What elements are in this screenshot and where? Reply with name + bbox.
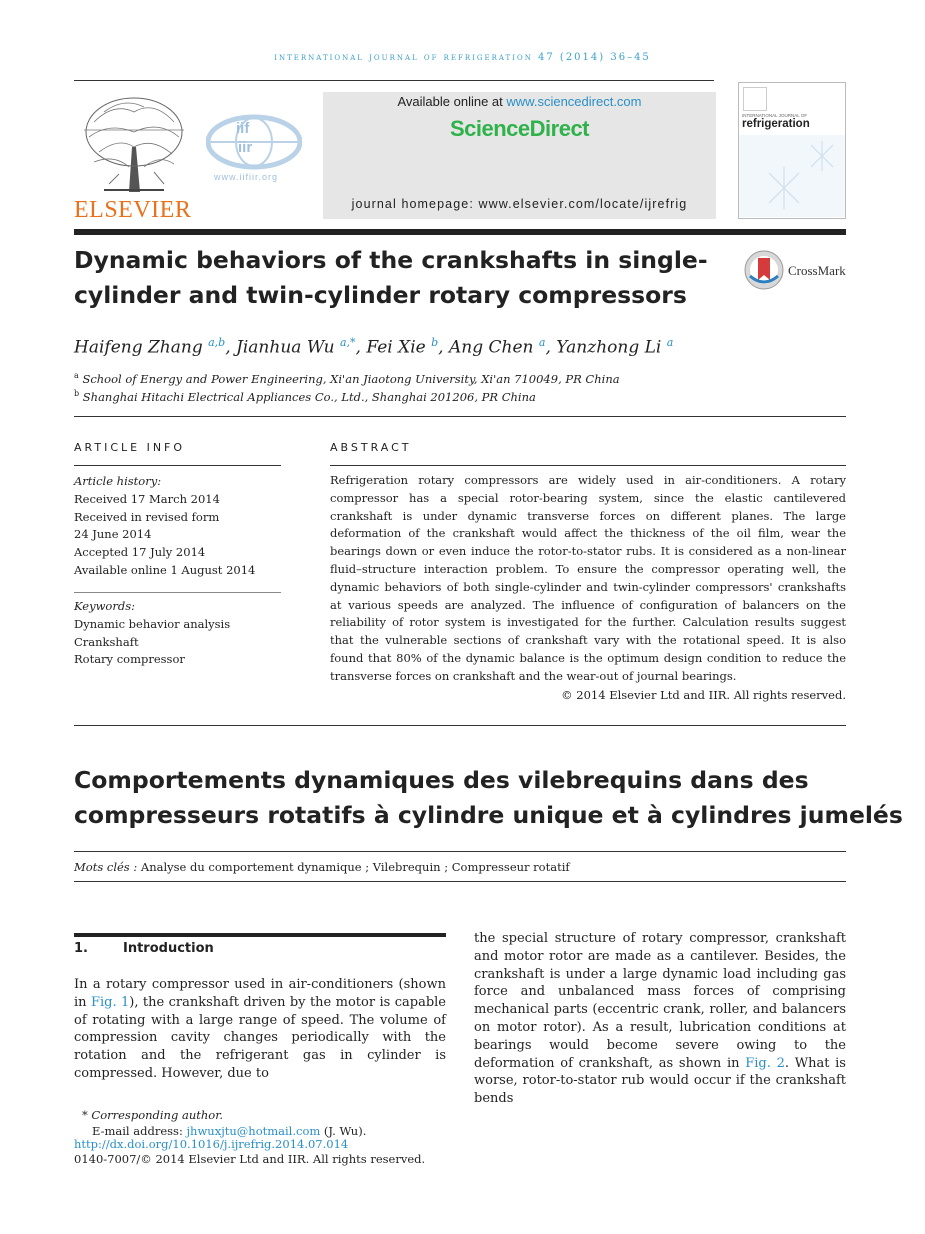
abstract-rule xyxy=(330,465,846,466)
intro-left-text-2: ), the crankshaft driven by the motor is capable of rotating with a large range of speed. The volume of compression cavity changes periodically with the rotation and the refrigerant gas in cylinder is compressed. However, due to xyxy=(74,994,446,1081)
french-title-line-2: compresseurs rotatifs à cylindre unique et à cylindres jumelés xyxy=(74,801,903,829)
intro-heading: Introduction xyxy=(123,941,214,956)
author-affil[interactable]: a xyxy=(538,336,546,349)
issn-line: 0140-7007/© 2014 Elsevier Ltd and IIR. All rights reserved. xyxy=(74,1152,426,1166)
available-online-prefix: Available online at xyxy=(397,94,507,109)
cover-journal-name: refrigeration xyxy=(742,118,810,130)
keywords-rule xyxy=(74,592,281,593)
affiliation-a xyxy=(74,371,620,386)
author-affil[interactable]: a,b xyxy=(208,336,226,349)
history-item: 24 June 2014 xyxy=(74,527,152,542)
mots-cles-text: Analyse du comportement dynamique ; Vilebrequin ; Compresseur rotatif xyxy=(137,860,570,874)
email-link[interactable]: jhwuxjtu@hotmail.com xyxy=(186,1124,321,1138)
mots-cles-label: Mots clés : xyxy=(74,860,138,874)
abstract-text: Refrigeration rotary compressors are widely used in air-conditioners. A rotary compressor has a special rotor-bearing system, since the elastic cantilevered crankshaft is under dynamic transverse forces on different planes. The large deformation of the crankshaft would affect the thickness of the oil film, wear the bearings down or even induce the rotor-to-stator rubs. It is considered as a non-linear fluid–structure interaction problem. To ensure the compressor operating well, the dynamic behaviors of both single-cylinder and twin-cylinder compressors' crankshafts at various speeds are analyzed. The influence of configuration of balancers on the reliability of rotor system is investigated for the further. Calculation results suggest that the vulnerable sections of crankshaft vary with the rotational speed. It is also found that 80% of the dynamic balance is the optimum design condition to reduce the transverse forces on crankshaft and the wear-out of journal bearings. xyxy=(330,473,846,683)
author-name: Jianhua Wu xyxy=(236,337,335,358)
author-name: Yanzhong Li xyxy=(556,337,662,358)
mots-cles xyxy=(74,859,570,877)
history-item: Available online 1 August 2014 xyxy=(74,562,256,577)
iir-text: iir xyxy=(238,139,253,156)
author-sep: , xyxy=(438,337,449,358)
keyword-item: Crankshaft xyxy=(74,634,139,649)
history-item: Received in revised form xyxy=(74,509,220,524)
email-suffix: (J. Wu). xyxy=(320,1124,367,1138)
intro-number: 1. xyxy=(74,941,88,956)
iifiir-logo xyxy=(206,114,302,170)
keyword-item: Rotary compressor xyxy=(74,652,185,667)
header-rule xyxy=(74,80,714,81)
journal-cover xyxy=(738,82,846,219)
article-title-line-2: cylinder and twin-cylinder rotary compressors xyxy=(74,281,687,309)
history-label: Article history: xyxy=(74,474,162,488)
crossmark-label[interactable]: CrossMark xyxy=(788,263,846,278)
author-name: Ang Chen xyxy=(448,337,534,358)
running-header: international journal of refrigeration 47 (2014) 36–45 xyxy=(274,52,651,63)
sciencedirect-brand: ScienceDirect xyxy=(449,116,590,141)
history-item: Received 17 March 2014 xyxy=(74,491,220,506)
author-sep: , xyxy=(225,337,237,358)
article-history xyxy=(74,473,284,580)
intro-right-text-1: the special structure of rotary compressor, crankshaft and motor rotor are made as a cantilever. Besides, the crankshaft is under a large dynamic load including gas force and unbalanced mass forces of comprising mechanical parts (eccentric crank, roller, and balancers on motor rotor). As a result, lubrication conditions at bearings would become severe owing to the deformation of crankshaft, as shown in xyxy=(474,931,846,1071)
author-sep: , xyxy=(355,337,367,358)
journal-homepage[interactable]: journal homepage: www.elsevier.com/locate/ijrefrig xyxy=(351,197,688,211)
available-online xyxy=(323,94,716,109)
iif-text: iif xyxy=(236,120,250,137)
authors xyxy=(74,336,673,358)
cover-journal-sub: INTERNATIONAL JOURNAL OF xyxy=(742,113,808,118)
author-name: Haifeng Zhang xyxy=(74,337,203,358)
rule-above-mots xyxy=(74,851,846,852)
email-label: E-mail address: xyxy=(92,1124,187,1138)
snowflake-icon xyxy=(739,135,845,217)
author-name: Fei Xie xyxy=(366,337,426,358)
affiliation-mark: a xyxy=(74,371,79,380)
affiliation-text: Shanghai Hitachi Electrical Appliances Co., Ltd., Shanghai 201206, PR China xyxy=(82,389,536,404)
fig1-link[interactable]: Fig. 1 xyxy=(90,994,130,1010)
abstract-heading: ABSTRACT xyxy=(330,441,412,454)
rule-below-abstract xyxy=(74,725,846,726)
rule-above-info xyxy=(74,416,846,417)
author-affil[interactable]: a xyxy=(666,336,674,349)
french-title-line-1: Comportements dynamiques des vilebrequins dans des xyxy=(74,766,809,794)
intro-right-column xyxy=(474,930,846,1108)
keywords-label: Keywords: xyxy=(74,599,135,613)
author-affil[interactable]: b xyxy=(431,336,439,349)
sciencedirect-link[interactable]: www.sciencedirect.com xyxy=(506,94,642,109)
elsevier-wordmark: ELSEVIER xyxy=(74,197,192,223)
article-info-rule xyxy=(74,465,281,466)
intro-heading-rule xyxy=(74,933,446,937)
crossmark-icon[interactable] xyxy=(744,250,784,290)
history-item: Accepted 17 July 2014 xyxy=(74,545,206,560)
cover-emblem xyxy=(743,87,767,111)
keyword-item: Dynamic behavior analysis xyxy=(74,616,231,631)
author-affil[interactable]: a,* xyxy=(339,336,356,349)
article-info-heading: ARTICLE INFO xyxy=(74,441,186,454)
thick-rule xyxy=(74,229,846,235)
corresponding-author: * Corresponding author. xyxy=(82,1108,224,1122)
keywords xyxy=(74,598,284,669)
abstract-copyright: © 2014 Elsevier Ltd and IIR. All rights reserved. xyxy=(561,688,846,702)
affiliation-mark: b xyxy=(74,389,80,398)
intro-left-text-1: In a rotary compressor used in air-conditioners (shown in xyxy=(74,977,446,1010)
author-sep: , xyxy=(545,337,557,358)
elsevier-tree-logo xyxy=(74,92,190,196)
iifiir-url: www.iifiir.org xyxy=(214,172,279,182)
intro-left-column xyxy=(74,976,446,1083)
affiliation-text: School of Energy and Power Engineering, Xi'an Jiaotong University, Xi'an 710049, PR China xyxy=(82,371,620,386)
rule-below-mots xyxy=(74,881,846,882)
affiliation-b xyxy=(74,389,536,404)
article-title-line-1: Dynamic behaviors of the crankshafts in single- xyxy=(74,246,708,274)
fig2-link[interactable]: Fig. 2 xyxy=(745,1055,785,1071)
intro-right-text-2: . What is worse, rotor-to-stator rub would occur if the crankshaft bends xyxy=(474,1055,846,1107)
doi-link[interactable]: http://dx.doi.org/10.1016/j.ijrefrig.2014.07.014 xyxy=(74,1137,349,1151)
